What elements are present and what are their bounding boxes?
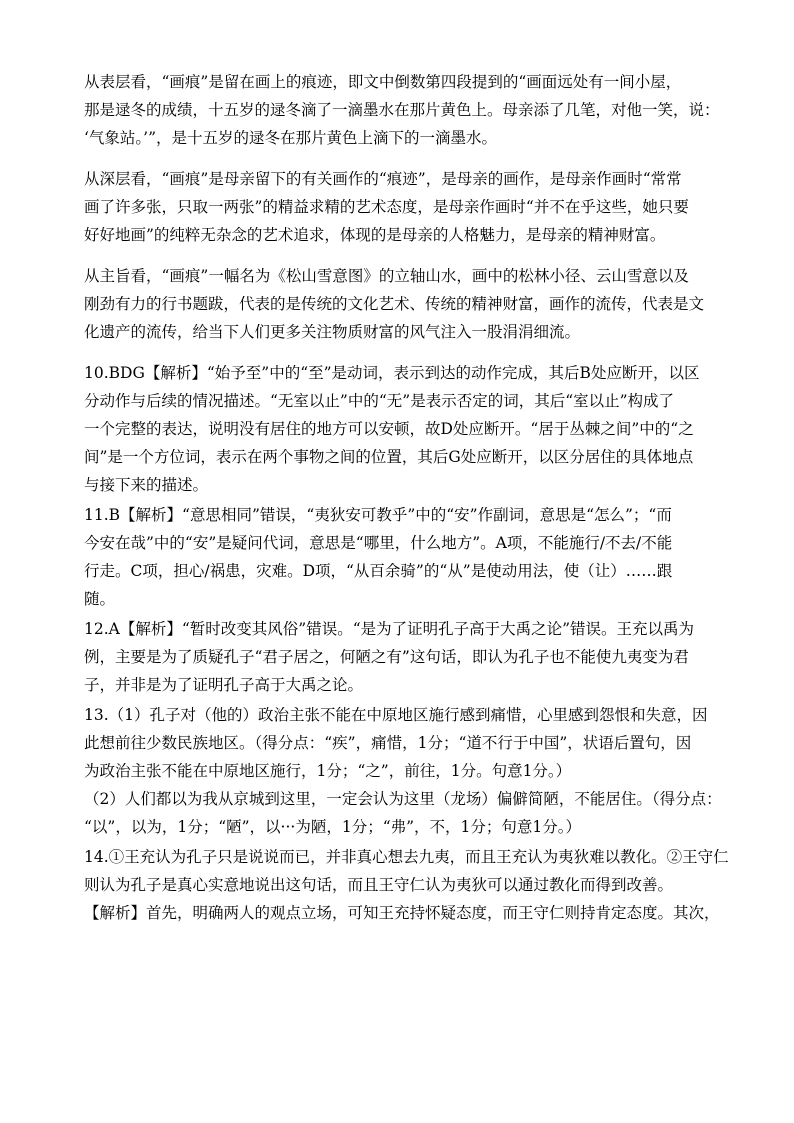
text-line: 一个完整的表达，说明没有居住的地方可以安顿，故D处应断开。“居于丛棘之间”中的“之 [84, 420, 694, 438]
text-line: 从主旨看，“画痕”一幅名为《松山雪意图》的立轴山水，画中的松林小径、云山雪意以及 [84, 267, 689, 285]
paragraph-surface-layer [84, 68, 744, 152]
text-line: 好好地画”的纯粹无杂念的艺术追求，体现的是母亲的人格魅力，是母亲的精神财富。 [84, 226, 666, 244]
text-line: 随。 [84, 590, 116, 608]
text-line: 分动作与后续的情况描述。“无室以止”中的“无”是表示否定的词，其后“室以止”构成了 [84, 392, 675, 410]
text-line: 【解析】首先，明确两人的观点立场，可知王充持怀疑态度，而王守仁则持肯定态度。其次， [84, 904, 720, 922]
text-line: 12.A【解析】“暂时改变其风俗”错误。“是为了证明孔子高于大禹之论”错误。王充以禹为 [84, 620, 695, 638]
paragraph-theme-layer [84, 262, 744, 346]
text-line: 那是逯冬的成绩，十五岁的逯冬滴了一滴墨水在那片黄色上。母亲添了几笔，对他一笑，说： [84, 101, 720, 119]
text-line: 10.BDG【解析】“始予至”中的“至”是动词，表示到达的动作完成，其后B处应断开，以区 [84, 364, 700, 382]
answer-13 [84, 701, 744, 841]
text-line: “以”，以为，1分；“陋”，以···为陋，1分；“弗”，不，1分；句意1分。） [84, 818, 582, 836]
text-line: 间”是一个方位词，表示在两个事物之间的位置，其后G处应断开，以区分居住的具体地点 [84, 448, 694, 466]
document-page [84, 68, 744, 927]
answer-12 [84, 615, 744, 699]
text-line: 行走。C项，担心/祸患，灾难。D项，“从百余骑”的“从”是使动用法，使（让）……跟 [84, 562, 673, 580]
text-line: （2）人们都以为我从京城到这里，一定会认为这里（龙场）偏僻简陋，不能居住。（得分点： [84, 790, 722, 808]
text-line: 与接下来的描述。 [84, 476, 209, 494]
text-line: 从深层看，“画痕”是母亲留下的有关画作的“痕迹”，是母亲的画作，是母亲作画时“常常 [84, 170, 682, 188]
text-line: 从表层看，“画痕”是留在画上的痕迹，即文中倒数第四段提到的“画面远处有一间小屋， [84, 73, 682, 91]
text-line: ‘气象站。’”，是十五岁的逯冬在那片黄色上滴下的一滴墨水。 [84, 129, 498, 147]
text-line: 11.B【解析】“意思相同”错误，“夷狄安可教乎”中的“安”作副词，意思是“怎么”；“而 [84, 506, 672, 524]
answer-11 [84, 501, 744, 613]
text-line: 则认为孔子是真心实意地说出这句话，而且王守仁认为夷狄可以通过教化而得到改善。 [84, 876, 674, 894]
text-line: 画了许多张，只取一两张”的精益求精的艺术态度，是母亲作画时“并不在乎这些，她只要 [84, 198, 689, 216]
text-line: 为政治主张不能在中原地区施行，1分；“之”，前往，1分。句意1分。） [84, 762, 572, 780]
answer-14 [84, 843, 744, 927]
text-line: 今安在哉”中的“安”是疑问代词，意思是“哪里，什么地方”。A项，不能施行/不去/不能 [84, 534, 673, 552]
text-line: 化遗产的流传，给当下人们更多关注物质财富的风气注入一股涓涓细流。 [84, 323, 581, 341]
paragraph-deep-layer [84, 165, 744, 249]
text-line: 13.（1）孔子对（他的）政治主张不能在中原地区施行感到痛惜，心里感到怨恨和失意，因 [84, 706, 708, 724]
text-line: 14.①王充认为孔子只是说说而已，并非真心想去九夷，而且王充认为夷狄难以教化。②王守仁 [84, 848, 729, 866]
text-line: 刚劲有力的行书题跋，代表的是传统的文化艺术、传统的精神财富，画作的流传，代表是文 [84, 295, 705, 313]
answer-10 [84, 359, 744, 499]
text-line: 例，主要是为了质疑孔子“君子居之，何陋之有”这句话，即认为孔子也不能使九夷变为君 [84, 648, 689, 666]
text-line: 此想前往少数民族地区。（得分点：“疾”，痛惜，1分；“道不行于中国”，状语后置句，因 [84, 734, 692, 752]
text-line: 子，并非是为了证明孔子高于大禹之论。 [84, 676, 364, 694]
